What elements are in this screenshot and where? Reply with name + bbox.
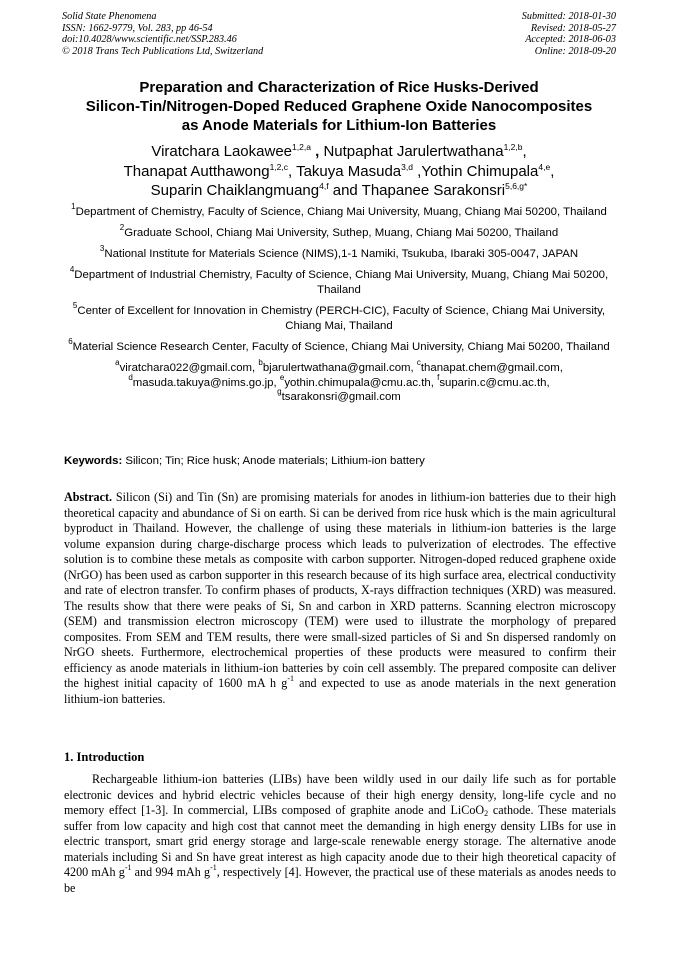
affiliation-text: Department of Chemistry, Faculty of Science, Chiang Mai University, Muang, Chiang Mai 50200, Thailand [75,206,607,218]
intro-text: cathode. These materials suffer from low capacity and high cost that cannot meet the demanding in high energy density LIBs for use in electric transport, smart grid energy storage and large-scale renewable energy storage. The alternative anode materials including Si and Sn have great interest as high capacity anode due to their high theoretical capacity of 4200 mAh g [64,803,616,879]
author-name: Thanapat Autthawong [123,162,270,180]
intro-superscript: -1 [124,863,132,872]
author-affiliation-mark: 3,d [401,161,413,172]
journal-header-right [522,11,616,57]
date-submitted: Submitted: 2018-01-30 [521,11,616,22]
author-separator: , [412,162,422,180]
abstract-tail: and expected to use as anode materials in the next generation lithium-ion batteries. [64,676,616,706]
affiliation-number: 2 [119,223,125,232]
email-mark: c [416,358,421,367]
author-name: Yothin Chimupala [421,162,539,180]
email-link[interactable]: yothin.chimupala@cmu.ac.th [284,376,431,389]
affiliation-number: 4 [69,265,75,274]
author-name: Suparin Chaiklangmuang [150,182,320,199]
affiliation [55,265,623,298]
author-name: Nutpaphat Jarulertwathana [323,143,504,160]
intro-text: and 994 mAh g [131,865,211,879]
author-affiliation-mark: 5,6,g* [505,181,528,191]
date-revised: Revised: 2018-05-27 [530,22,616,34]
email-mark: e [279,372,285,382]
author-affiliation-mark: 4,f [319,181,329,191]
intro-superscript: -1 [210,863,217,872]
author-separator: , [288,162,297,180]
affiliation-number: 3 [99,244,105,253]
email-mark: a [115,358,120,367]
email-mark: f [437,372,440,382]
affiliation-text: Department of Industrial Chemistry, Faculty of Science, Chiang Mai University, Muang, Chiang Mai 50200, Thailand [74,269,609,296]
email-link[interactable]: thanapat.chem@gmail.com [420,362,560,374]
intro-text: , respectively [4]. However, the practical use of these materials as anodes needs to be [64,865,617,895]
journal-copyright: © 2018 Trans Tech Publications Ltd, Switzerland [62,45,264,57]
date-online: Online: 2018-09-20 [534,45,616,57]
affiliation-number: 6 [68,337,73,346]
affiliation-text: Material Science Research Center, Faculty of Science, Chiang Mai University, Chiang Mai 50200, Thailand [72,341,610,353]
title-line: Preparation and Characterization of Rice Husks-Derived [139,79,539,96]
author-affiliation-mark: 1,2,a [292,142,311,152]
intro-text: Rechargeable lithium-ion batteries (LIBs) have been wildly used in our daily life such as for portable electronic devices and hybrid electric vehicles because of their high energy density, long-life cycle and no memory effect [1-3]. In commercial, LIBs composed of graphite anode and LiCoO [64,772,616,817]
author-affiliation-mark: 1,2,b [503,142,523,152]
author-name: Takuya Masuda [296,162,402,180]
journal-doi: doi:10.4028/www.scientific.net/SSP.283.46 [62,34,237,46]
intro-subscript: 2 [484,809,489,818]
author-name: Thapanee Sarakonsri [361,182,506,199]
title-line: as Anode Materials for Lithium-Ion Batteries [181,117,497,134]
keywords-text: Silicon; Tin; Rice husk; Anode materials; Lithium-ion battery [122,455,425,467]
author-separator: , [522,143,527,160]
affiliation-text: Center of Excellent for Innovation in Chemistry (PERCH-CIC), Faculty of Science, Chiang Mai University, Chiang Mai, Thailand [77,305,606,332]
section-heading-introduction: 1. Introduction [64,750,145,764]
keywords [64,455,616,467]
abstract-sup: -1 [287,674,294,683]
email-mark: d [128,372,133,382]
affiliation [55,301,623,334]
affiliation [55,244,623,262]
email-link[interactable]: viratchara022@gmail.com [119,362,253,374]
title-line: Silicon-Tin/Nitrogen-Doped Reduced Graphene Oxide Nanocomposites [85,98,593,115]
affiliation [55,223,623,241]
author-separator: , [310,143,324,160]
email-mark: b [258,358,263,367]
introduction-paragraph [64,772,616,896]
email-link[interactable]: masuda.takuya@nims.go.jp [132,376,274,389]
affiliation [55,202,623,220]
author-separator: , [550,162,555,180]
author-name: Viratchara Laokawee [151,143,293,160]
author-list [40,142,638,201]
affiliation-number: 1 [71,202,76,211]
date-accepted: Accepted: 2018-06-03 [525,34,616,46]
abstract-text: Silicon (Si) and Tin (Sn) are promising materials for anodes in lithium-ion batteries due to their high theoretical capacity and abundance of Si on earth. Si can be derived from rice husk which is the main agricultural byproduct in Thailand. However, the challenge of using these materials in lithium-ion batteries is the large volume expansion during charge-discharge process which leads to pulverization of electrodes. The effective solution is to combine these metals as composite with carbon supporter. Nitrogen-doped reduced graphene oxide (NrGO) has been used as carbon supporter in this research because of its high surface area, electrical conductivity and rate of electron transfer. To confirm phases of products, X-rays diffraction techniques (XRD) was measured. The results show that there were peaks of Si, Sn and carbon in XRD patterns. Scanning electron microscopy (SEM) and transmission electron microscopy (TEM) were used to illustrate the morphology of prepared composites. From SEM and TEM results, there were small-sized particles of Si and Sn dispersed randomly on NrGO sheets. Furthermore, electrochemical properties of these products were measured to confirm their efficiency as anode materials in lithium-ion batteries by coin cell assembly. The prepared composite can deliver the highest initial capacity of 1600 mA h g [64,490,616,690]
paper-title [40,78,638,135]
abstract [64,490,616,707]
email-mark: g [277,387,282,396]
abstract-label: Abstract. [64,490,113,504]
email-link[interactable]: suparin.c@cmu.ac.th [439,376,547,389]
email-link[interactable]: tsarakonsri@gmail.com [281,391,401,403]
affiliation [55,337,623,355]
affiliation-number: 5 [72,301,78,310]
journal-header-left [62,11,263,57]
author-affiliation-mark: 4,e [538,161,551,172]
affiliation-text: National Institute for Materials Science (NIMS),1-1 Namiki, Tsukuba, Ibaraki 305-0047, JAPAN [104,248,579,260]
affiliation-text: Graduate School, Chiang Mai University, Suthep, Muang, Chiang Mai 50200, Thailand [124,227,559,239]
email-link[interactable]: bjarulertwathana@gmail.com [262,362,411,374]
author-affiliation-mark: 1,2,c [269,161,289,172]
affiliation-list [55,202,623,405]
journal-name: Solid State Phenomena [62,11,157,22]
author-separator: and [328,182,362,199]
email-list: $^a$viratchara022@gmail.com, $^b$bjarulertwathana@gmail.com, $^c$thanapat.chem@gmail.com, $^d$masuda.takuya@nims.go.jp, $^e$yothin.chimupala@cmu.ac.th, $^f$suparin.c@cmu.ac.th, $^g$tsarakonsri@gmail.com [115,358,563,403]
keywords-label: Keywords: [64,455,123,467]
journal-issn: ISSN: 1662-9779, Vol. 283, pp 46-54 [62,22,213,34]
